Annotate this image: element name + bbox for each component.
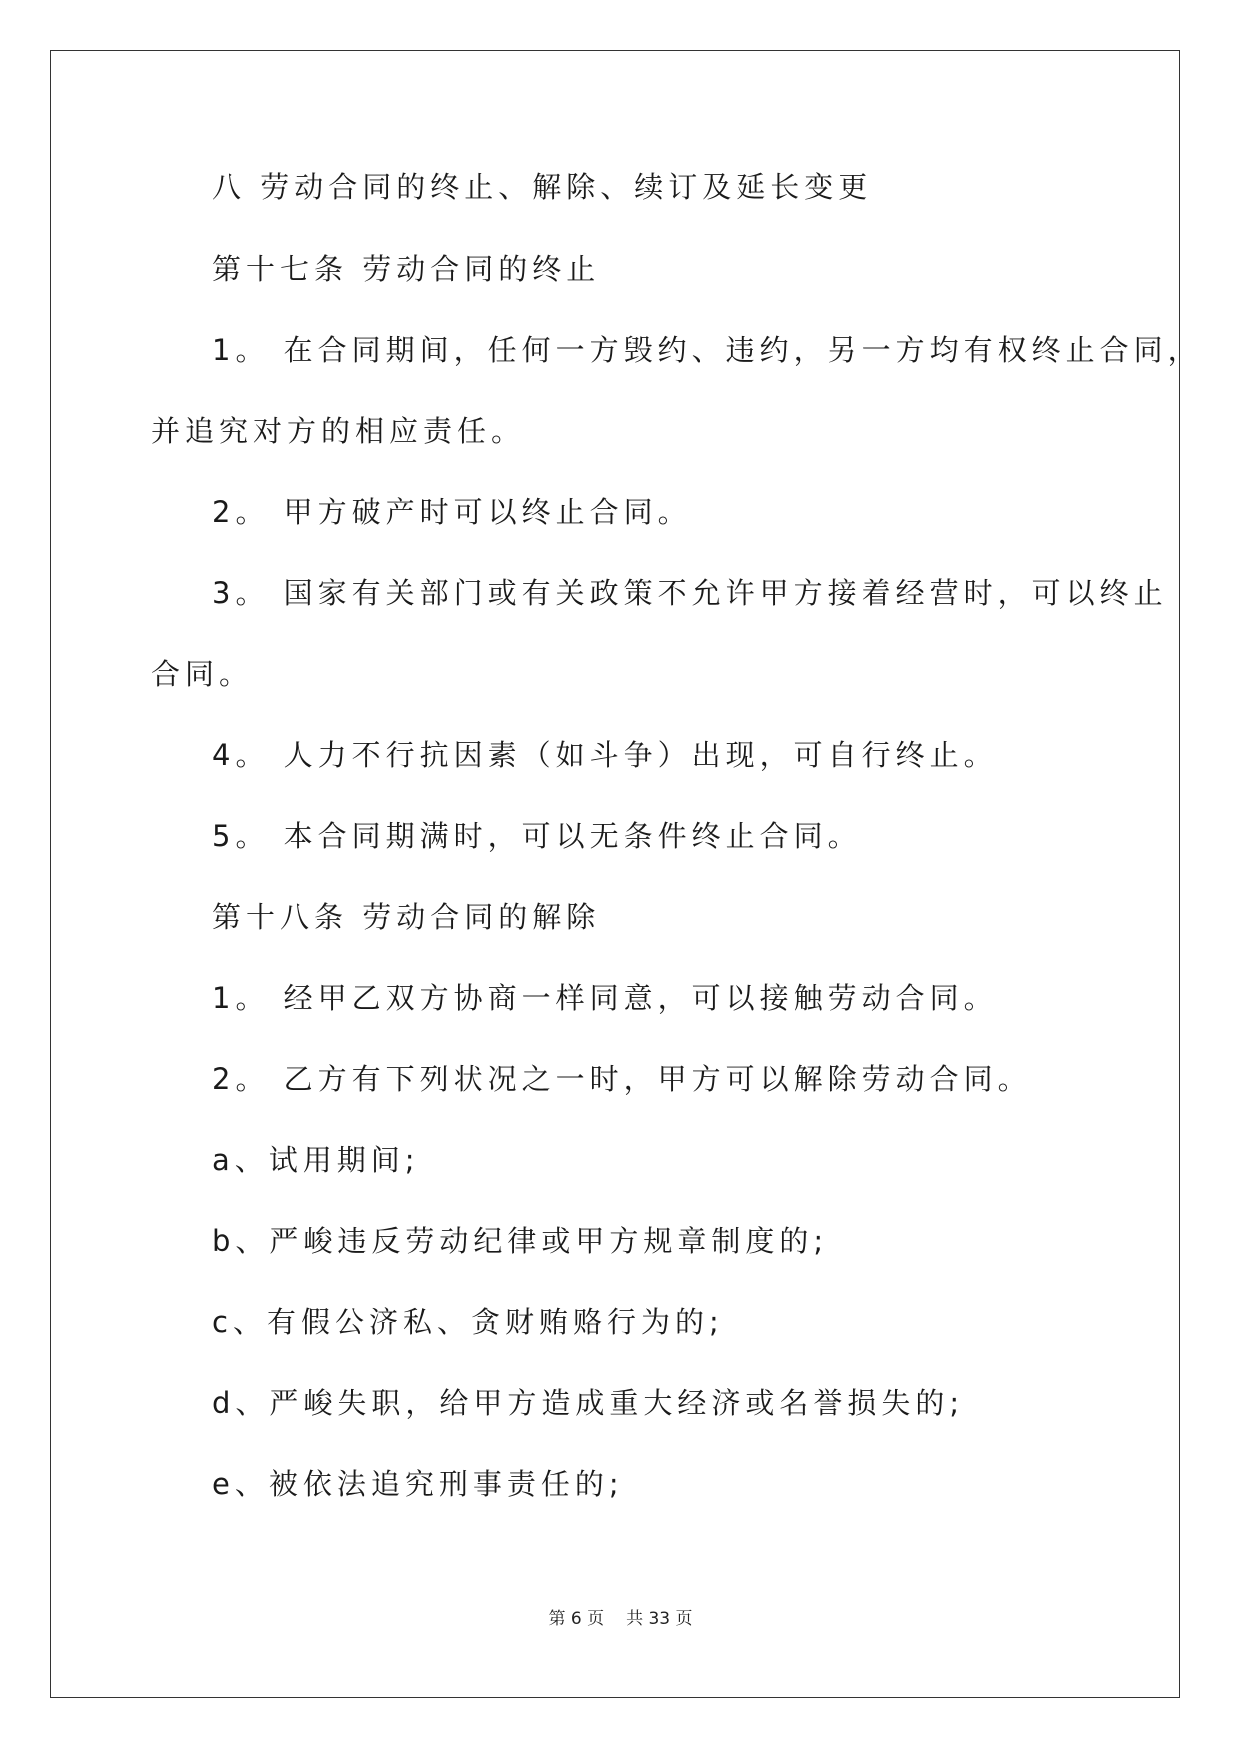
list-item-b: b、严峻违反劳动纪律或甲方规章制度的; — [212, 1224, 829, 1258]
paragraph-18-2: 2。 乙方有下列状况之一时，甲方可以解除劳动合同。 — [212, 1062, 1032, 1096]
list-item-d: d、严峻失职，给甲方造成重大经济或名誉损失的; — [212, 1386, 965, 1420]
list-item-a: a、试用期间; — [212, 1143, 420, 1177]
paragraph-18-1: 1。 经甲乙双方协商一样同意，可以接触劳动合同。 — [212, 981, 998, 1015]
current-page-number: 第 6 页 — [548, 1609, 605, 1629]
article-18-heading: 第十八条 劳动合同的解除 — [212, 900, 601, 934]
paragraph-17-3-continued: 合同。 — [151, 657, 254, 691]
paragraph-17-4: 4。 人力不行抗因素（如斗争）出现，可自行终止。 — [212, 738, 998, 772]
paragraph-17-1: 1。 在合同期间，任何一方毁约、违约，另一方均有权终止合同， — [212, 333, 1202, 367]
page-footer — [0, 1611, 1241, 1628]
paragraph-17-3: 3。 国家有关部门或有关政策不允许甲方接着经营时，可以终止 — [212, 576, 1168, 610]
total-page-count: 共 33 页 — [626, 1609, 693, 1629]
paragraph-17-1-continued: 并追究对方的相应责任。 — [151, 414, 526, 448]
paragraph-17-5: 5。 本合同期满时，可以无条件终止合同。 — [212, 819, 862, 853]
section-heading: 八 劳动合同的终止、解除、续订及延长变更 — [212, 170, 873, 204]
list-item-e: e、被依法追究刑事责任的; — [212, 1467, 624, 1501]
paragraph-17-2: 2。 甲方破产时可以终止合同。 — [212, 495, 692, 529]
article-17-heading: 第十七条 劳动合同的终止 — [212, 252, 601, 286]
page-border — [50, 50, 1180, 1698]
list-item-c: c、有假公济私、贪财贿赂行为的; — [212, 1305, 724, 1339]
